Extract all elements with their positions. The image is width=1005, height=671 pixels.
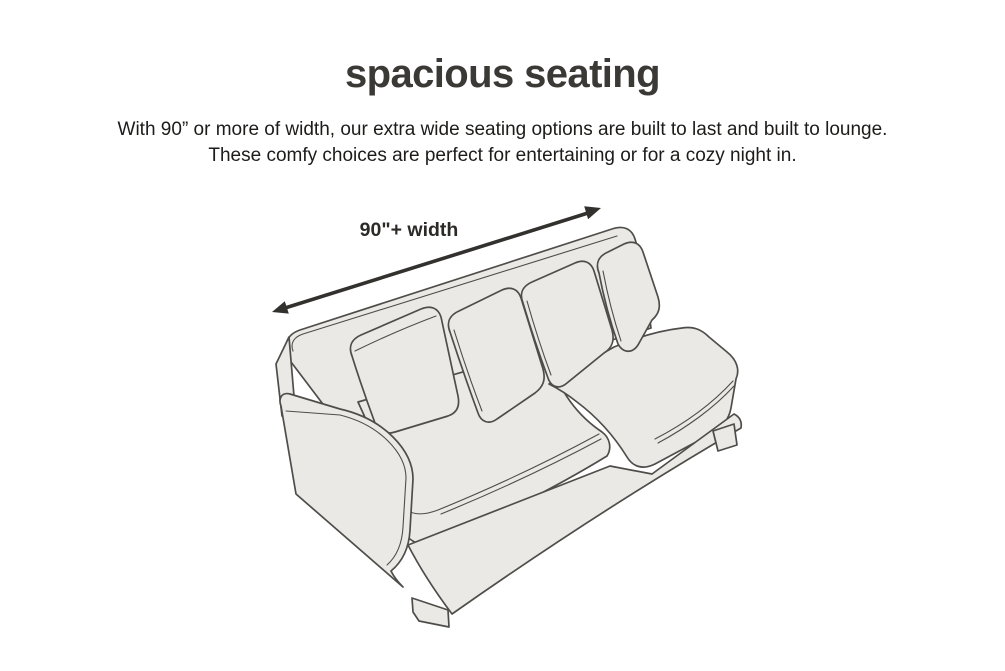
subtitle-line-2: These comfy choices are perfect for entertaining or for a cozy night in. <box>208 145 797 166</box>
page-title: spacious seating <box>345 52 660 96</box>
subtitle-line-1: With 90” or more of width, our extra wide seating options are built to last and built to lounge. <box>117 119 888 140</box>
width-dimension-label: 90"+ width <box>359 219 459 241</box>
arrow-head-left <box>272 301 289 313</box>
arrow-head-right <box>584 206 601 219</box>
